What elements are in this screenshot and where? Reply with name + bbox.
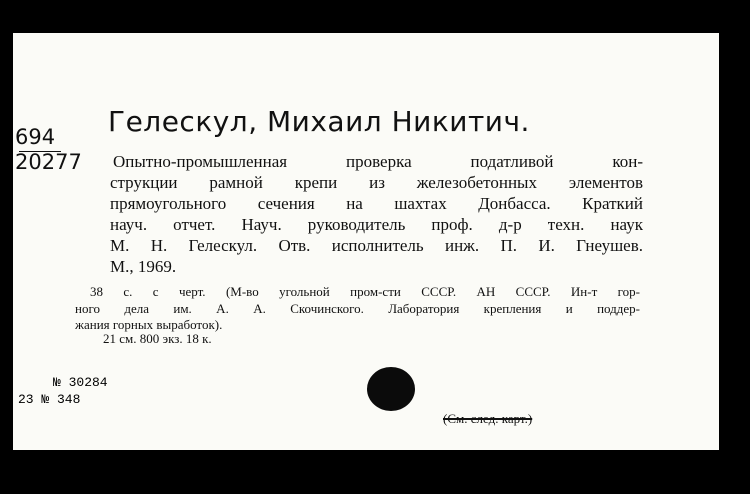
catalog-card xyxy=(13,33,719,450)
title-line: М. Н. Гелескул. Отв. исполнитель инж. П. И. Гнеушев. xyxy=(110,236,643,255)
title-line: Опытно-промышленная проверка податливой кон- xyxy=(113,152,643,171)
title-line: М., 1969. xyxy=(110,257,177,276)
details-line: жания горных выработок). xyxy=(75,317,223,332)
continuation-note: (См. след. карт.) xyxy=(443,411,533,426)
call-number-bottom: 20277 xyxy=(15,150,82,174)
details-line: 38 с. с черт. (М-во угольной пром-сти СССР. АН СССР. Ин-т гор- xyxy=(90,284,640,299)
title-line: струкции рамной крепи из железобетонных элементов xyxy=(110,173,643,192)
registration-number: № 30284 xyxy=(53,375,108,390)
details-block xyxy=(75,284,640,334)
punch-hole xyxy=(367,367,415,411)
author-name: Гелескул, Михаил Никитич. xyxy=(108,105,530,138)
format-line: 21 см. 800 экз. 18 к. xyxy=(103,331,212,346)
title-line: науч. отчет. Науч. руководитель проф. д-р техн. наук xyxy=(110,215,643,234)
details-line: ного дела им. А. А. Скочинского. Лаборатория крепления и поддер- xyxy=(75,300,640,316)
registration-number-2: 23 № 348 xyxy=(18,392,81,407)
call-number-top: 694 xyxy=(15,125,56,149)
title-block xyxy=(110,151,643,277)
title-line: прямоугольного сечения на шахтах Донбасса. Краткий xyxy=(110,194,643,213)
